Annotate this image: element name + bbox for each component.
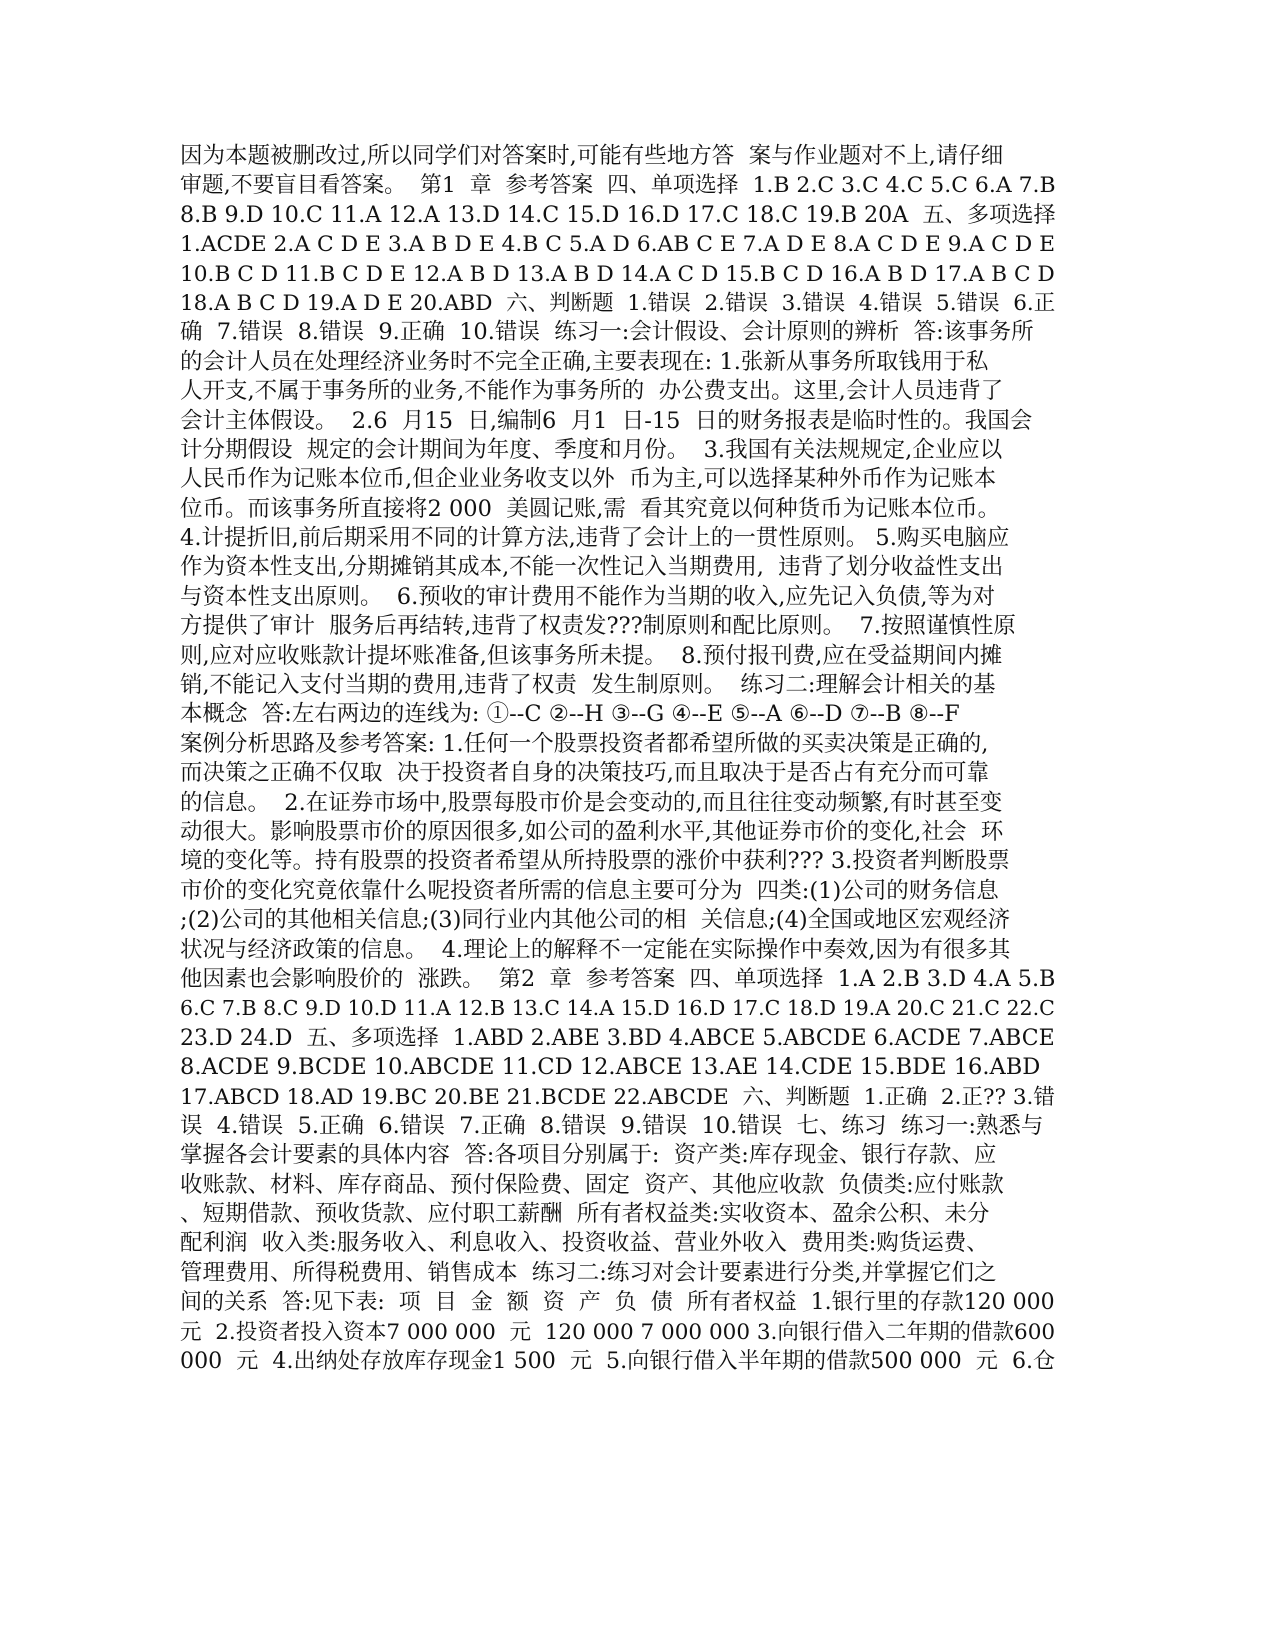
text-line: 则,应对应收账款计提坏账准备,但该事务所未提。 8.预付报刊费,应在受益期间内摊	[180, 642, 1003, 669]
text-line: 会计主体假设。 2.6 月15 日,编制6 月1 日-15 日的财务报表是临时性的。我国会	[180, 407, 1033, 434]
text-line: 000 元 4.出纳处存放库存现金1 500 元 5.向银行借入半年期的借款500 000 元 6.仓	[180, 1348, 1056, 1375]
text-line: 间的关系 答:见下表: 项 目 金 额 资 产 负 债 所有者权益 1.银行里的存款120 000	[180, 1290, 1055, 1316]
text-line: 18.A B C D 19.A D E 20.ABD 六、判断题 1.错误 2.错误 3.错误 4.错误 5.错误 6.正	[180, 290, 1056, 316]
text-line: 计分期假设 规定的会计期间为年度、季度和月份。 3.我国有关法规规定,企业应以	[180, 436, 1003, 463]
text-line: 23.D 24.D 五、多项选择 1.ABD 2.ABE 3.BD 4.ABCE 5.ABCDE 6.ACDE 7.ABCE	[180, 1025, 1055, 1051]
text-line: 误 4.错误 5.正确 6.错误 7.正确 8.错误 9.错误 10.错误 七、练习 练习一:熟悉与	[180, 1112, 1044, 1139]
text-line: 人民币作为记账本位币,但企业业务收支以外 币为主,可以选择某种外币作为记账本	[180, 466, 997, 493]
text-line: 配利润 收入类:服务收入、利息收入、投资收益、营业外收入 费用类:购货运费、	[180, 1230, 989, 1257]
text-line: 状况与经济政策的信息。 4.理论上的解释不一定能在实际操作中奏效,因为有很多其	[180, 936, 1011, 963]
text-line: 6.C 7.B 8.C 9.D 10.D 11.A 12.B 13.C 14.A 15.D 16.D 17.C 18.D 19.A 20.C 21.C 22.C	[180, 996, 1055, 1021]
text-line: 作为资本性支出,分期摊销其成本,不能一次性记入当期费用, 违背了划分收益性支出	[180, 554, 1004, 581]
text-line: 10.B C D 11.B C D E 12.A B D 13.A B D 14.A C D 15.B C D 16.A B D 17.A B C D	[180, 261, 1055, 287]
text-line: 、短期借款、预收货款、应付职工薪酬 所有者权益类:实收资本、盈余公积、未分	[180, 1201, 990, 1228]
text-line: 本概念 答:左右两边的连线为: ①--C ②--H ③--G ④--E ⑤--A ⑥--D ⑦--B ⑧--F	[180, 701, 960, 728]
text-line: 1.ACDE 2.A C D E 3.A B D E 4.B C 5.A D 6.AB C E 7.A D E 8.A C D E 9.A C D E	[180, 232, 1056, 258]
text-line: 方提供了审计 服务后再结转,违背了权责发???制原则和配比原则。 7.按照谨慎性原	[180, 613, 1016, 640]
text-line: 案例分析思路及参考答案: 1.任何一个股票投资者都希望所做的买卖决策是正确的,	[180, 730, 989, 757]
text-line: 境的变化等。持有股票的投资者希望从所持股票的涨价中获利??? 3.投资者判断股票	[180, 848, 1010, 875]
text-line: 17.ABCD 18.AD 19.BC 20.BE 21.BCDE 22.ABCDE 六、判断题 1.正确 2.正?? 3.错	[180, 1084, 1055, 1110]
text-line: 8.B 9.D 10.C 11.A 12.A 13.D 14.C 15.D 16.D 17.C 18.C 19.B 20A 五、多项选择	[180, 201, 1056, 228]
text-line: 确 7.错误 8.错误 9.正确 10.错误 练习一:会计假设、会计原则的辨析 答:该事务所	[180, 319, 1034, 346]
text-line: 动很大。影响股票市价的原因很多,如公司的盈利水平,其他证券市价的变化,社会 环	[180, 818, 1004, 845]
text-line: 的信息。 2.在证券市场中,股票每股市价是会变动的,而且往往变动频繁,有时甚至变	[180, 789, 1003, 816]
text-line: ;(2)公司的其他相关信息;(3)同行业内其他公司的相 关信息;(4)全国或地区宏观经济	[180, 907, 1011, 934]
text-line: 审题,不要盲目看答案。 第1 章 参考答案 四、单项选择 1.B 2.C 3.C 4.C 5.C 6.A 7.B	[180, 173, 1056, 199]
text-line: 与资本性支出原则。 6.预收的审计费用不能作为当期的收入,应先记入负债,等为对	[180, 583, 996, 610]
text-line: 的会计人员在处理经济业务时不完全正确,主要表现在: 1.张新从事务所取钱用于私	[180, 348, 989, 375]
text-line: 人开支,不属于事务所的业务,不能作为事务所的 办公费支出。这里,会计人员违背了	[180, 378, 1004, 405]
text-line: 掌握各会计要素的具体内容 答:各项目分别属于: 资产类:库存现金、银行存款、应	[180, 1142, 997, 1169]
text-line: 8.ACDE 9.BCDE 10.ABCDE 11.CD 12.ABCE 13.AE 14.CDE 15.BDE 16.ABD	[180, 1054, 1041, 1081]
text-line: 位币。而该事务所直接将2 000 美圆记账,需 看其究竟以何种货币为记账本位币。	[180, 495, 1001, 522]
text-line: 而决策之正确不仅取 决于投资者自身的决策技巧,而且取决于是否占有充分而可靠	[180, 760, 989, 787]
text-line: 管理费用、所得税费用、销售成本 练习二:练习对会计要素进行分类,并掌握它们之	[180, 1259, 997, 1286]
text-line: 因为本题被删改过,所以同学们对答案时,可能有些地方答 案与作业题对不上,请仔细	[180, 143, 1004, 169]
document-body	[180, 142, 1060, 1376]
text-line: 市价的变化究竟依靠什么呢投资者所需的信息主要可分为 四类:(1)公司的财务信息	[180, 877, 999, 904]
text-line: 元 2.投资者投入资本7 000 000 元 120 000 7 000 000 3.向银行借入二年期的借款600	[180, 1319, 1056, 1345]
text-line: 他因素也会影响股价的 涨跌。 第2 章 参考答案 四、单项选择 1.A 2.B 3.D 4.A 5.B	[180, 965, 1056, 992]
text-line: 4.计提折旧,前后期采用不同的计算方法,违背了会计上的一贯性原则。 5.购买电脑应	[180, 525, 1010, 552]
text-line: 收账款、材料、库存商品、预付保险费、固定 资产、其他应收款 负债类:应付账款	[180, 1171, 1004, 1198]
text-line: 销,不能记入支付当期的费用,违背了权责 发生制原则。 练习二:理解会计相关的基	[180, 672, 996, 699]
